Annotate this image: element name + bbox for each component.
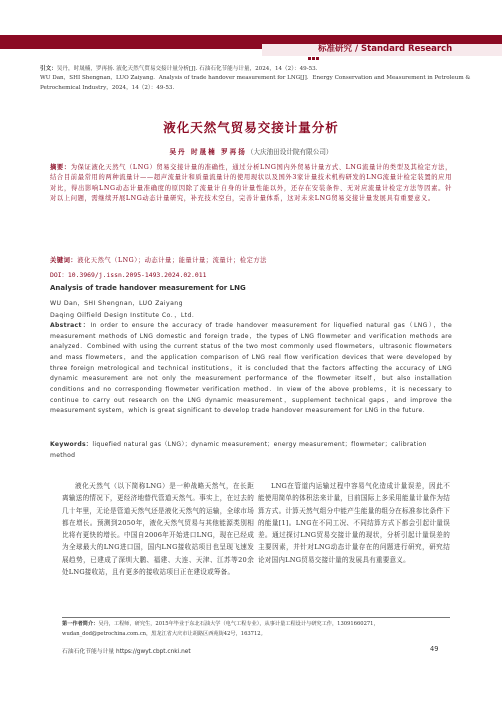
keywords-zh-text: 液化天然气（LNG）；动态计量；能量计量；流量计；检定方法 <box>77 257 267 264</box>
english-title: Analysis of trade handover measurement for LNG <box>50 284 246 292</box>
keywords-en-label: Keywords： <box>50 441 93 448</box>
citation <box>40 65 472 93</box>
abstract-zh-label: 摘要： <box>50 164 71 171</box>
abstract-en <box>50 321 452 417</box>
keywords-zh <box>50 255 452 264</box>
author-footnote <box>62 620 452 639</box>
english-authors: WU Dan，SHI Shengnan，LUO Zaiyang <box>50 300 183 307</box>
journal-footer[interactable]: 石油石化节能与计量 https://gwyt.cbpt.cnki.net <box>62 649 191 655</box>
abstract-en-label: Abstract： <box>50 322 91 329</box>
author-affiliation: （大庆油田设计院有限公司） <box>246 148 333 156</box>
doi-link[interactable]: DOI：10.3969/j.issn.2095-1493.2024.02.011 <box>50 271 207 279</box>
section-label: 标准研究 / Standard Research <box>318 44 453 54</box>
citation-en: WU Dan，SHI Shengnan，LUO Zaiyang．Analysis of trade handover measurement for LNG[J]．Energy Conservation and Measurement in Petroleum & Petrochemical Industry，2024，14（2）：49-53. <box>40 75 471 91</box>
abstract-zh-text: 为保证液化天然气（LNG）贸易交接计量的准确性，通过分析LNG国内外贸易计量方式、LNG流量计的类型及其检定方法，结合目前最常用的两种流量计——超声流量计和质量流量计的使用现状以及国外3家计量技术机构研发的LNG流量计检定装置的应用对比，得出影响LNG动态计量准确度的原因除了流量计自身的计量性能以外，还存在安装条件、无对应流量计检定方法等因素。针对以上问题，需继续开展LNG动态计量研究，补充技术空白，完善计量体系，这对未来LNG贸易交接计量发展具有重要意义。 <box>50 164 452 203</box>
keywords-zh-label: 关键词： <box>50 257 78 264</box>
page-number: 49 <box>430 645 439 653</box>
footnote-divider <box>62 617 450 618</box>
citation-label: 引文： <box>40 66 57 72</box>
english-institution: Daqing Oilfield Design Institute Co．，Ltd． <box>50 312 199 319</box>
footnote-text: 吴丹，工程师，研究生，2015年毕业于东北石油大学（电气工程专业），从事计量工程设计与研究工作，13091660271，wudan_dod@petrochina.com.cn，黑龙江省大庆市让胡路区西苑街42号，163712。 <box>62 621 379 637</box>
abstract-zh <box>50 163 452 205</box>
footnote-label: 第一作者简介： <box>62 621 99 627</box>
article-title: 液化天然气贸易交接计量分析 <box>163 120 339 135</box>
body-right-column: LNG在管道内运输过程中容易气化造成计量误差，因此不能使用简单的体积法来计量，目前国际上多采用能量计量作为结算方式。计算天然气组分中能产生能量的组分在标准参比条件下的能量[1]。LNG在不同工况、不同结算方式下都会引起计量误差。通过探讨LNG贸易交接计量的现状，分析引起计量误差的主要因素，并针对LNG动态计量存在的问题进行研究，研究结论对国内LNG贸易交接计量的发展具有重要意义。 <box>258 482 450 564</box>
citation-zh: 吴丹，时晟楠，罗再扬. 液化天然气贸易交接计量分析[J]. 石油石化节能与计量，2024，14（2）：49-53. <box>56 66 318 72</box>
keywords-en <box>50 440 452 461</box>
keywords-en-text: liquefied natural gas（LNG）；dynamic measurement；energy measurement；flowmeter；calibration method <box>50 441 427 459</box>
body-left-column: 液化天然气（以下简称LNG）是一种战略天然气，在长距离输送的情况下，更经济地替代管道天然气。事实上，在过去的几十年里，无论是管道天然气还是液化天然气的运输，全球市场都在增长。预测到2050年，液化天然气贸易与其他能源类别相比将有更快的增长。中国自2006年开始进口LNG，现在已经成为全球最大的LNG进口国，国内LNG接收站项目也呈现飞速发展趋势，已建成了深圳大鹏、福建、大连、天津、江苏等20余处LNG接收站，且有更多的接收站项目正在建设或筹备。 <box>62 482 254 577</box>
article-authors <box>0 146 502 156</box>
abstract-en-text: In order to ensure the accuracy of trade handover measurement for liquefied natural gas（LNG），the measurement methods of LNG domestic and foreign trade，the types of LNG flowmeter and verification methods are analyzed．Combined with using the current status of the two most commonly used flowmeters，ultrasonic flowmeters and mass flowmeters，and the application comparison of LNG real flow verification devices that were developed by three foreign metrological and technical institutions，it is concluded that the factors affecting the accuracy of LNG dynamic measurement are not only the measurement performance of the flowmeter itself，but also installation conditions and no corresponding flowmeter verification method．In view of the above problems，it is necessary to continue to carry out research on the LNG dynamic measurement，supplement technical gaps，and improve the measurement system，which is great significant to develop trade handover measurement for LNG in the future． <box>50 322 453 415</box>
author-names: 吴丹 时晟楠 罗再扬 <box>169 148 247 156</box>
